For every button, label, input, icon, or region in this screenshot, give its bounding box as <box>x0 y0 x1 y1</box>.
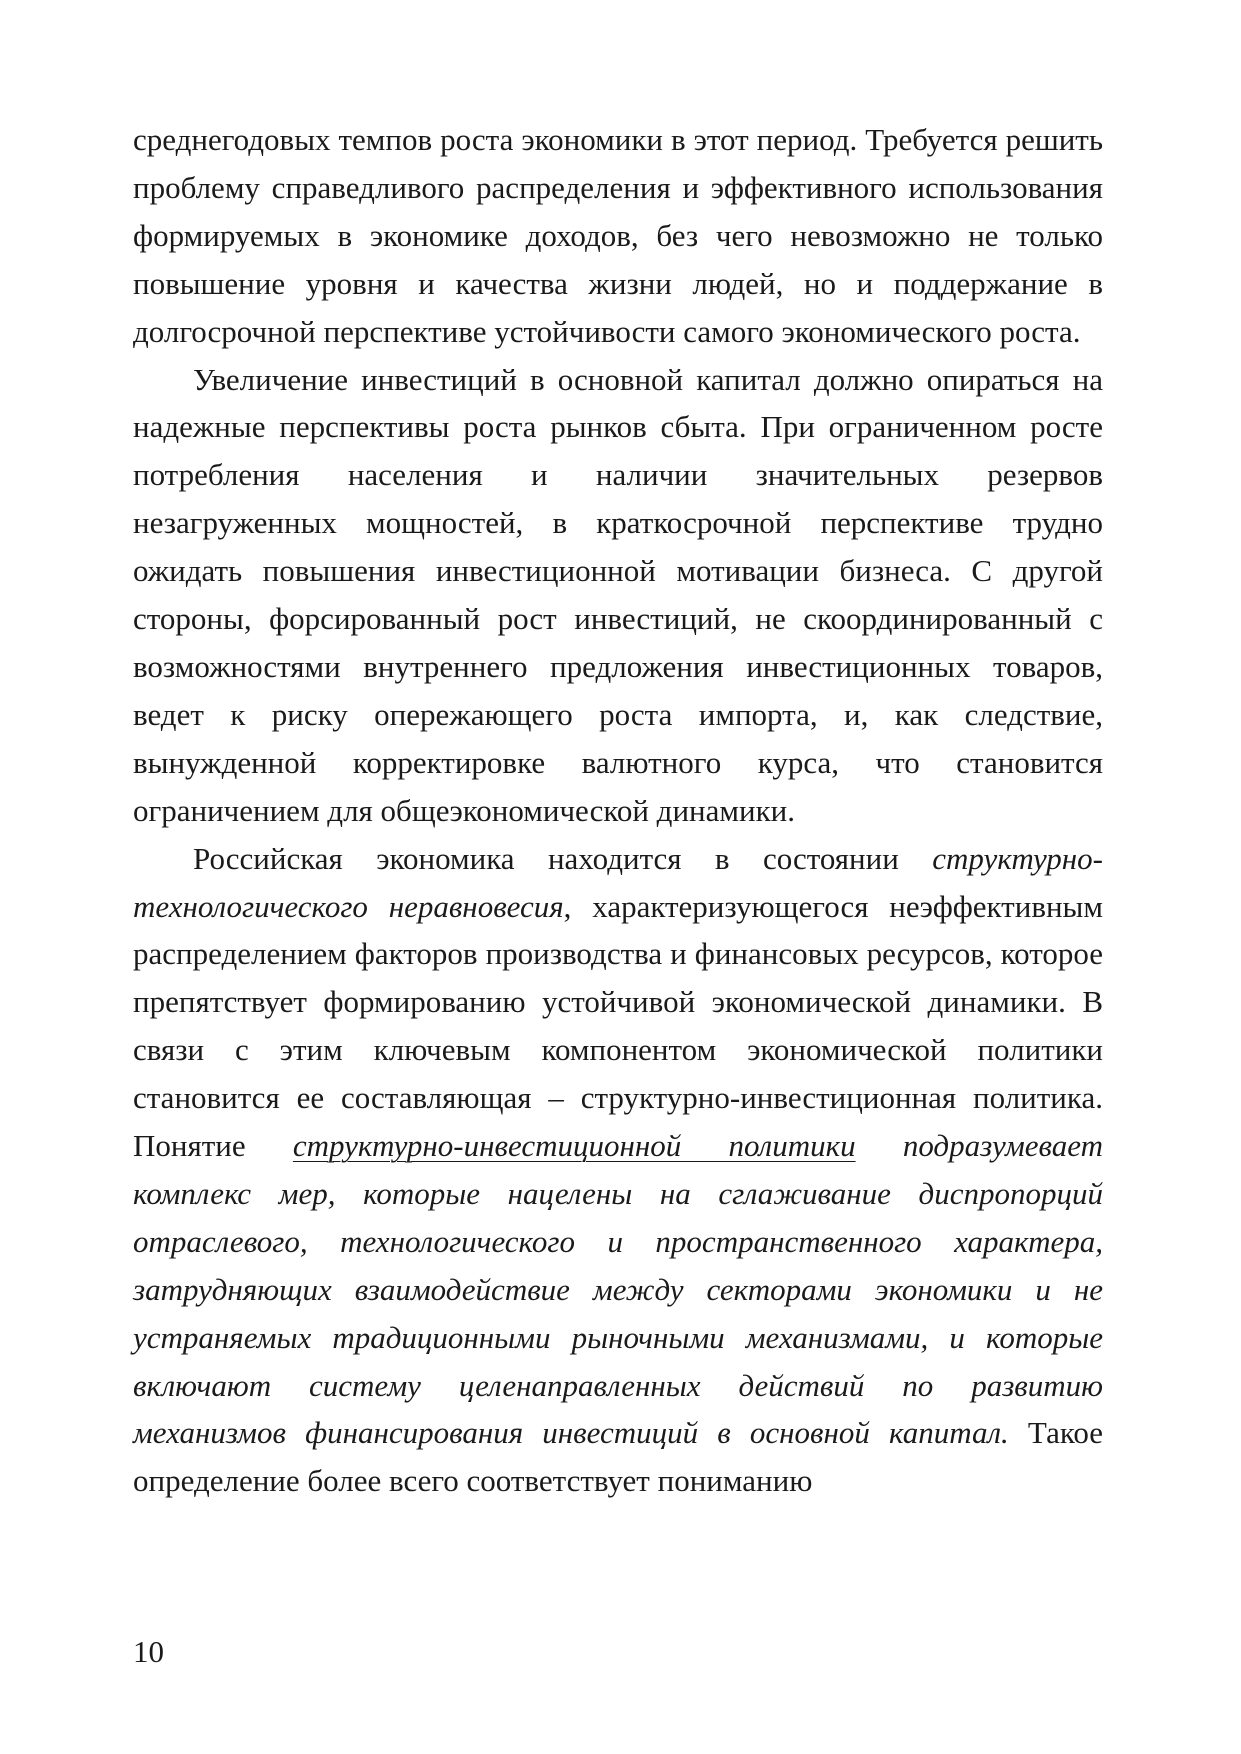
definition-italic-text: подразумевает комплекс мер, которые нацелены на сглаживание диспропорций отраслевого, технологического и пространственного характера, затрудняющих взаимодействие между секторами экономики и не устраняемых традиционными рыночными механизмами, и которые включают систему целенаправленных действий по развитию механизмов финансирования инвестиций в основной капитал. <box>133 1128 1103 1451</box>
paragraph-1: среднегодовых темпов роста экономики в этот период. Требуется решить проблему справедливого распределения и эффективного использования формируемых в экономике доходов, без чего невозможно не только повышение уровня и качества жизни людей, но и поддержание в долгосрочной перспективе устойчивости самого экономического роста. <box>133 122 1103 349</box>
italic-term-disequilibrium: структурно-технологического неравновесия <box>133 840 1103 924</box>
page-number: 10 <box>133 1634 164 1669</box>
paragraph-3 <box>133 835 1103 1506</box>
paragraph-3-text-2: , характеризующегося неэффективным распределением факторов производства и финансовых ресурсов, которое препятствует формированию устойчивой экономической динамики. В связи с этим ключевым компонентом экономической политики становится ее составляющая – структурно-инвестиционная политика. Понятие <box>133 888 1103 1164</box>
paragraph-2: Увеличение инвестиций в основной капитал должно опираться на надежные перспективы роста рынков сбыта. При ограниченном росте потребления населения и наличии значительных резервов незагруженных мощностей, в краткосрочной перспективе трудно ожидать повышения инвестиционной мотивации бизнеса. С другой стороны, форсированный рост инвестиций, не скоординированный с возможностями внутреннего предложения инвестиционных товаров, ведет к риску опережающего роста импорта, и, как следствие, вынужденной корректировке валютного курса, что становится ограничением для общеэкономической динамики. <box>133 361 1103 828</box>
body-text <box>133 116 1103 1505</box>
paragraph-3-text-1: Российская экономика находится в состоянии <box>193 840 933 876</box>
paragraph-3-text-3: Такое определение более всего соответствует пониманию <box>133 1415 1103 1499</box>
defined-term-underlined: структурно-инвестиционной политики <box>292 1128 856 1164</box>
